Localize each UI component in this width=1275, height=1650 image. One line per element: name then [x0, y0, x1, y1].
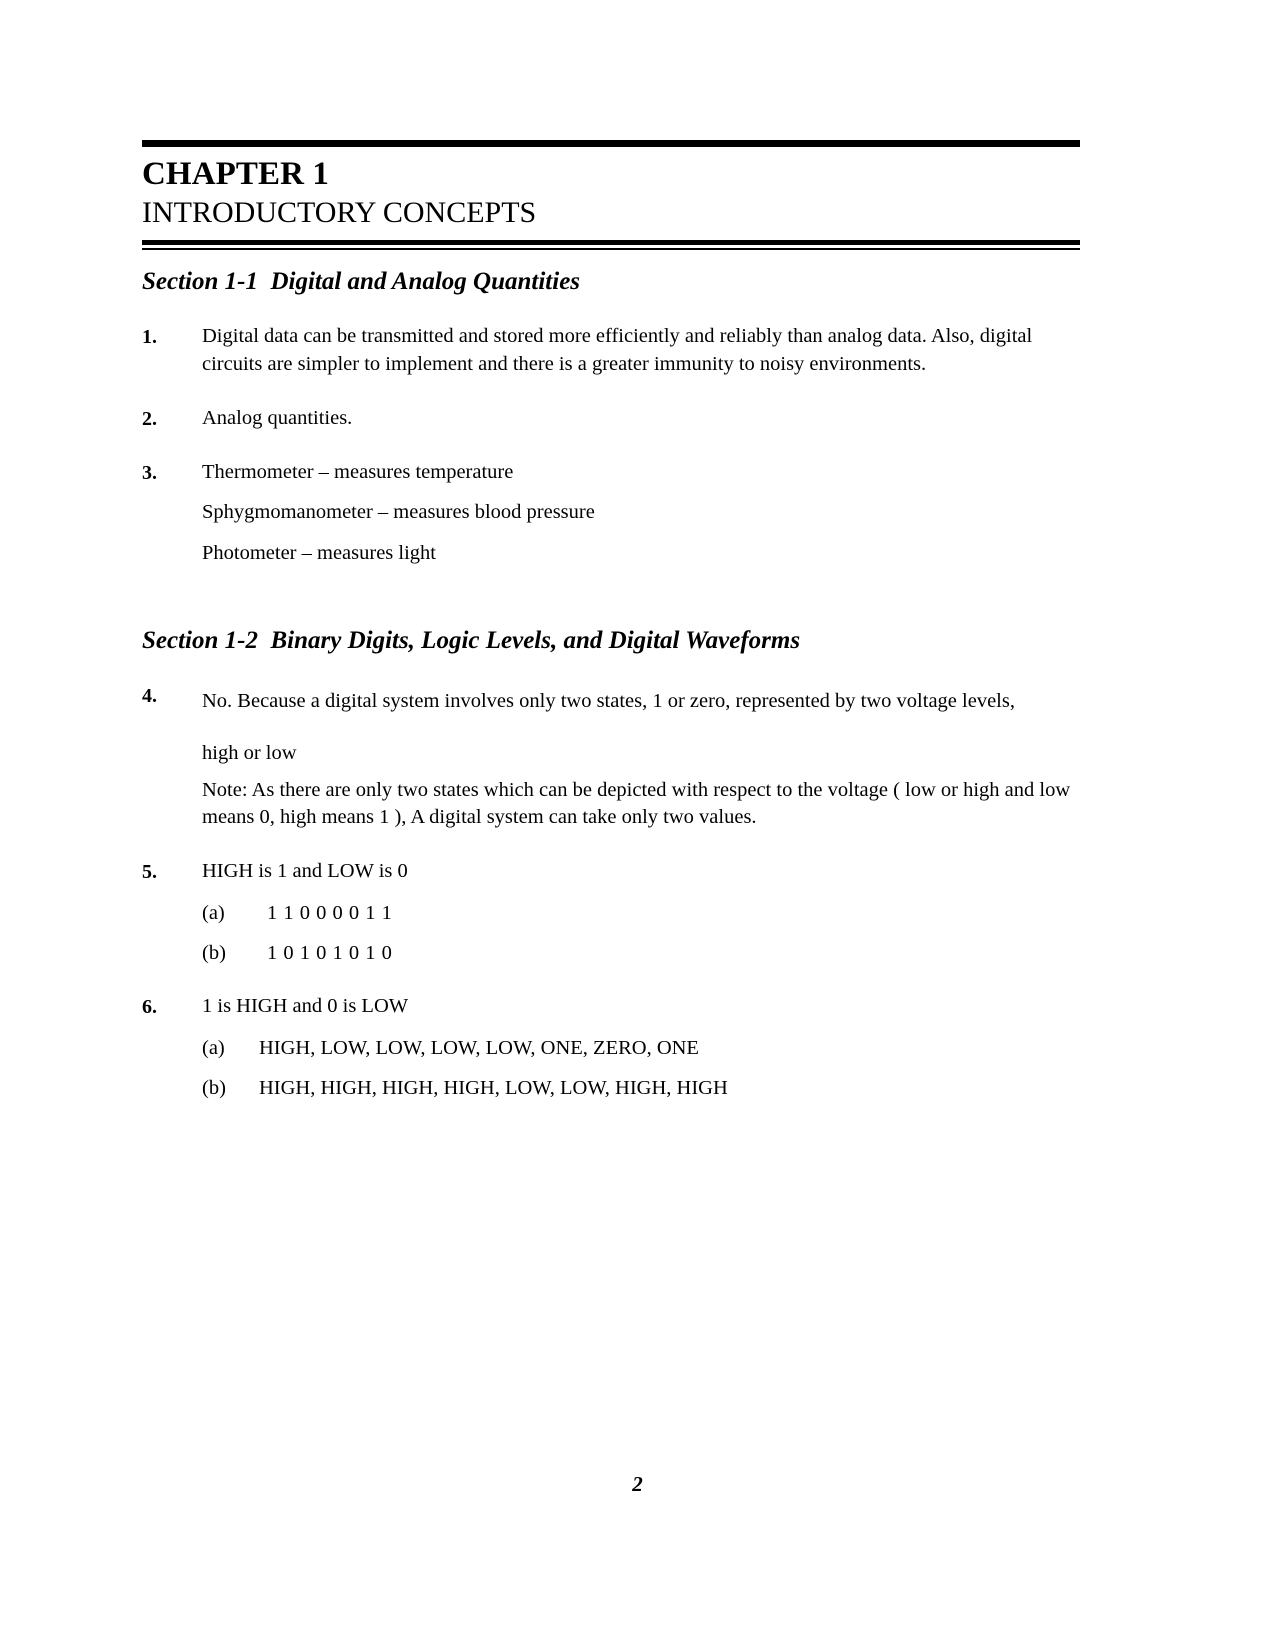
subitem-b: [202, 940, 1087, 967]
section-heading-1-1: Section 1-1 Digital and Analog Quantities: [142, 268, 581, 295]
section-heading-1-2: Section 1-2 Binary Digits, Logic Levels, and Digital Waveforms: [142, 626, 801, 654]
item-text-line-1: Thermometer – measures temperature: [202, 460, 514, 483]
subitem-text: 1 1 0 0 0 0 1 1: [267, 901, 393, 924]
answer-item-5: [142, 858, 1087, 967]
answer-item-6: [142, 993, 1087, 1102]
item-number: 1.: [142, 326, 157, 349]
header-rule-bottom-thick: [142, 240, 1080, 245]
item-body: [202, 858, 1087, 967]
subitem-text: HIGH, HIGH, HIGH, HIGH, LOW, LOW, HIGH, HIGH: [259, 1077, 728, 1100]
item-number: 3.: [142, 461, 157, 484]
item-text-line-1: No. Because a digital system involves only two states, 1 or zero, represented by two voltage levels,: [202, 689, 1015, 712]
subitem-label: (a): [202, 901, 225, 924]
subitem-list: [202, 1035, 1087, 1102]
subitem-list: [202, 900, 1087, 967]
chapter-header: [142, 140, 1080, 250]
page-content: [142, 258, 1087, 1102]
chapter-title: INTRODUCTORY CONCEPTS: [142, 196, 537, 230]
item-lead-text: 1 is HIGH and 0 is LOW: [202, 995, 409, 1018]
header-rule-bottom-thin: [142, 248, 1080, 250]
subitem-b: [202, 1075, 1087, 1102]
subitem-label: (b): [202, 942, 226, 965]
item-text-line-2: Sphygmomanometer – measures blood pressure: [202, 501, 595, 524]
subitem-text: HIGH, LOW, LOW, LOW, LOW, ONE, ZERO, ONE: [259, 1036, 699, 1059]
subitem-label: (b): [202, 1077, 226, 1100]
item-body: [202, 682, 1087, 832]
item-number: 4.: [142, 684, 157, 707]
item-text: Analog quantities.: [202, 406, 353, 429]
item-number: 6.: [142, 996, 157, 1019]
item-body: [202, 323, 1087, 378]
item-number: 5.: [142, 861, 157, 884]
subitem-text: 1 0 1 0 1 0 1 0: [267, 942, 393, 965]
item-number: 2.: [142, 407, 157, 430]
item-text-line-3: Photometer – measures light: [202, 541, 436, 564]
chapter-number: CHAPTER 1: [142, 156, 329, 192]
subitem-a: [202, 900, 1087, 927]
item-body: [202, 459, 1087, 568]
header-rule-top: [142, 140, 1080, 147]
answer-item-4: [142, 682, 1087, 832]
item-text-line-2: high or low: [202, 741, 297, 764]
answer-item-2: [142, 405, 1087, 433]
item-lead-text: HIGH is 1 and LOW is 0: [202, 860, 408, 883]
answer-item-1: [142, 323, 1087, 378]
item-text: Digital data can be transmitted and stored more efficiently and reliably than analog data. Also, digital circuits are simpler to implement and there is a greater immunity to noisy environments.: [202, 325, 1033, 375]
subitem-label: (a): [202, 1036, 225, 1059]
item-body: [202, 405, 1087, 433]
subitem-a: [202, 1035, 1087, 1062]
page-number: 2: [632, 1472, 643, 1496]
item-body: [202, 993, 1087, 1102]
answer-item-3: [142, 459, 1087, 568]
item-note: Note: As there are only two states which can be depicted with respect to the voltage ( low or high and low means 0, high means 1 ), A digital system can take only two values.: [202, 778, 1071, 829]
